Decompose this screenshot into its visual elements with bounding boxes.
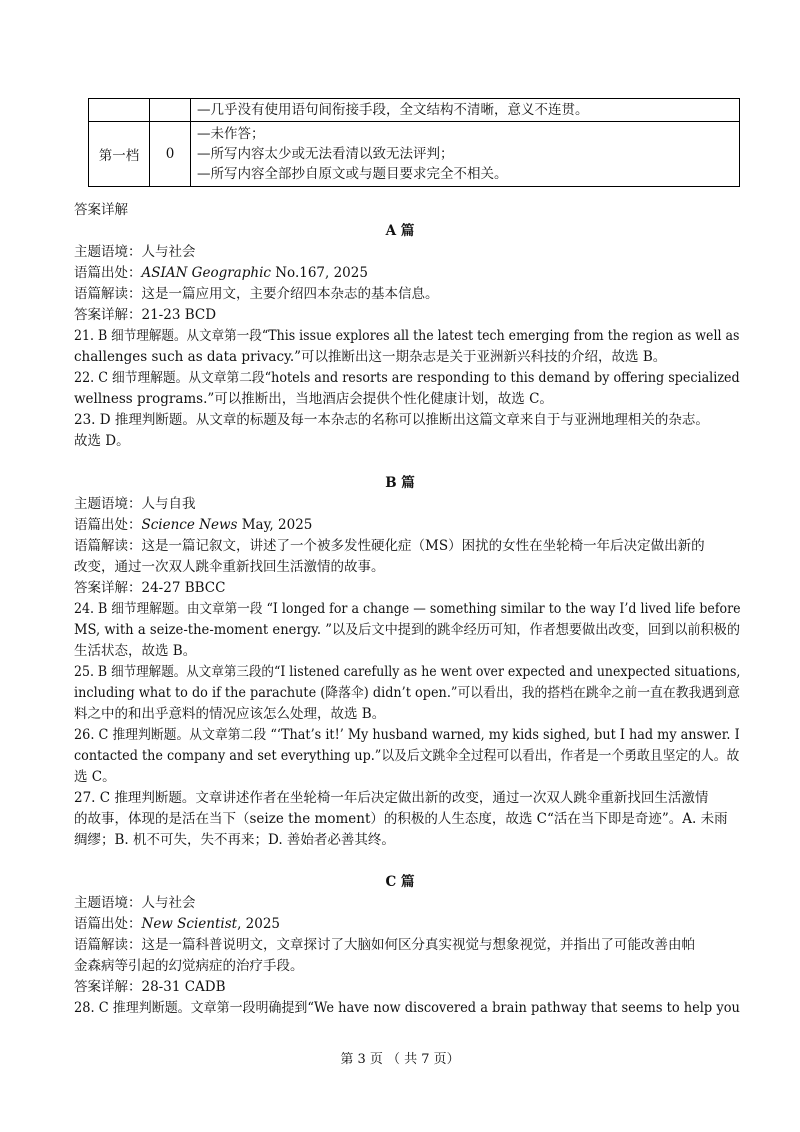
explanation-line: 26. C 推理判断题。从文章第二段 “‘That’s it!’ My husband warned, my kids sighed, but I had my answer. I	[74, 727, 740, 743]
rubric-line: —所写内容全部抄自原文或与题目要求完全不相关。	[197, 166, 508, 182]
explanation-line: 的故事，体现的是活在当下（seize the moment）的积极的人生态度，故选 C“活在当下即是奇迹”。A. 未雨	[74, 811, 728, 827]
explanation-line: MS, with a seize-the-moment energy. ”以及后文中提到的跳伞经历可知，作者想要做出改变，回到以前积极的	[74, 622, 741, 638]
section-source: 语篇出处：New Scientist, 2025	[74, 916, 281, 932]
section-analysis: 语篇解读：这是一篇应用文，主要介绍四本杂志的基本信息。	[74, 286, 439, 302]
explanation-line: including what to do if the parachute (降落伞) didn’t open.”可以看出，我的搭档在跳伞之前一直在教我遇到意	[74, 685, 740, 701]
section-answer-key: 答案详解：21-23 BCD	[74, 307, 217, 323]
section-answer-key: 答案详解：28-31 CADB	[74, 979, 226, 995]
explanation-line: 22. C 细节理解题。从文章第二段“hotels and resorts are responding to this demand by offering specialized	[74, 370, 740, 386]
explanation-line: 生活状态，故选 B。	[74, 643, 197, 659]
section-title-c: C 篇	[385, 874, 415, 890]
rubric-line: —所写内容太少或无法看清以致无法评判；	[197, 146, 454, 162]
explanation-line: contacted the company and set everything up.”以及后文跳伞全过程可以看出，作者是一个勇敢且坚定的人。故	[74, 748, 740, 764]
explanation-line: 选 C。	[74, 769, 116, 785]
explanation-line: wellness programs.”可以推断出，当地酒店会提供个性化健康计划，故选 C。	[74, 391, 553, 407]
rubric-row-tier-1	[89, 122, 740, 187]
section-analysis: 语篇解读：这是一篇科普说明文，文章探讨了大脑如何区分真实视觉与想象视觉，并指出了可能改善由帕	[74, 937, 695, 953]
explanation-line: 23. D 推理判断题。从文章的标题及每一本杂志的名称可以推断出这篇文章来自于与亚洲地理相关的杂志。	[74, 412, 709, 428]
rubric-row-prev	[89, 99, 740, 122]
answers-heading: 答案详解	[74, 202, 128, 218]
explanation-line: 料之中的和出乎意料的情况应该怎么处理，故选 B。	[74, 706, 386, 722]
rubric-cell-text: —几乎没有使用语句间衔接手段，全文结构不清晰，意义不连贯。	[191, 99, 740, 122]
section-analysis: 语篇解读：这是一篇记叙文，讲述了一个被多发性硬化症（MS）困扰的女性在坐轮椅一年后决定做出新的	[74, 538, 705, 554]
source-title: New Scientist	[141, 916, 238, 932]
section-title-a: A 篇	[385, 223, 415, 239]
source-title: ASIAN Geographic	[141, 265, 271, 281]
explanation-line: 绸缪；B. 机不可失，失不再来；D. 善始者必善其终。	[74, 832, 395, 848]
scoring-rubric-table	[88, 98, 740, 187]
explanation-line: 故选 D。	[74, 433, 130, 449]
section-source: 语篇出处：Science News May, 2025	[74, 517, 313, 533]
explanation-line: 21. B 细节理解题。从文章第一段“This issue explores all the latest tech emerging from the region as well as	[74, 328, 740, 344]
section-title-b: B 篇	[385, 475, 415, 491]
source-title: Science News	[141, 517, 238, 533]
section-theme: 主题语境：人与社会	[74, 895, 196, 911]
rubric-tier-label: 第一档	[89, 122, 150, 187]
section-source: 语篇出处：ASIAN Geographic No.167, 2025	[74, 265, 368, 281]
explanation-line: 24. B 细节理解题。由文章第一段 “I longed for a change — something similar to the way I’d lived life before	[74, 601, 741, 617]
page-footer: 第 3 页 （ 共 7 页）	[340, 1052, 460, 1067]
section-theme: 主题语境：人与自我	[74, 496, 196, 512]
section-answer-key: 答案详解：24-27 BBCC	[74, 580, 226, 596]
rubric-tier-description	[191, 122, 740, 187]
explanation-line: 28. C 推理判断题。文章第一段明确提到“We have now discovered a brain pathway that seems to help you	[74, 1000, 740, 1016]
section-analysis: 金森病等引起的幻觉病症的治疗手段。	[74, 958, 304, 974]
explanation-line: 27. C 推理判断题。文章讲述作者在坐轮椅一年后决定做出新的改变，通过一次双人跳伞重新找回生活激情	[74, 790, 709, 806]
explanation-line: challenges such as data privacy.”可以推断出这一期杂志是关于亚洲新兴科技的介绍，故选 B。	[74, 349, 667, 365]
rubric-tier-score: 0	[150, 122, 191, 187]
rubric-line: —未作答；	[197, 126, 265, 142]
section-analysis: 改变，通过一次双人跳伞重新找回生活激情的故事。	[74, 559, 385, 575]
section-theme: 主题语境：人与社会	[74, 244, 196, 260]
explanation-line: 25. B 细节理解题。从文章第三段的“I listened carefully as he went over expected and unexpected situations,	[74, 664, 741, 680]
